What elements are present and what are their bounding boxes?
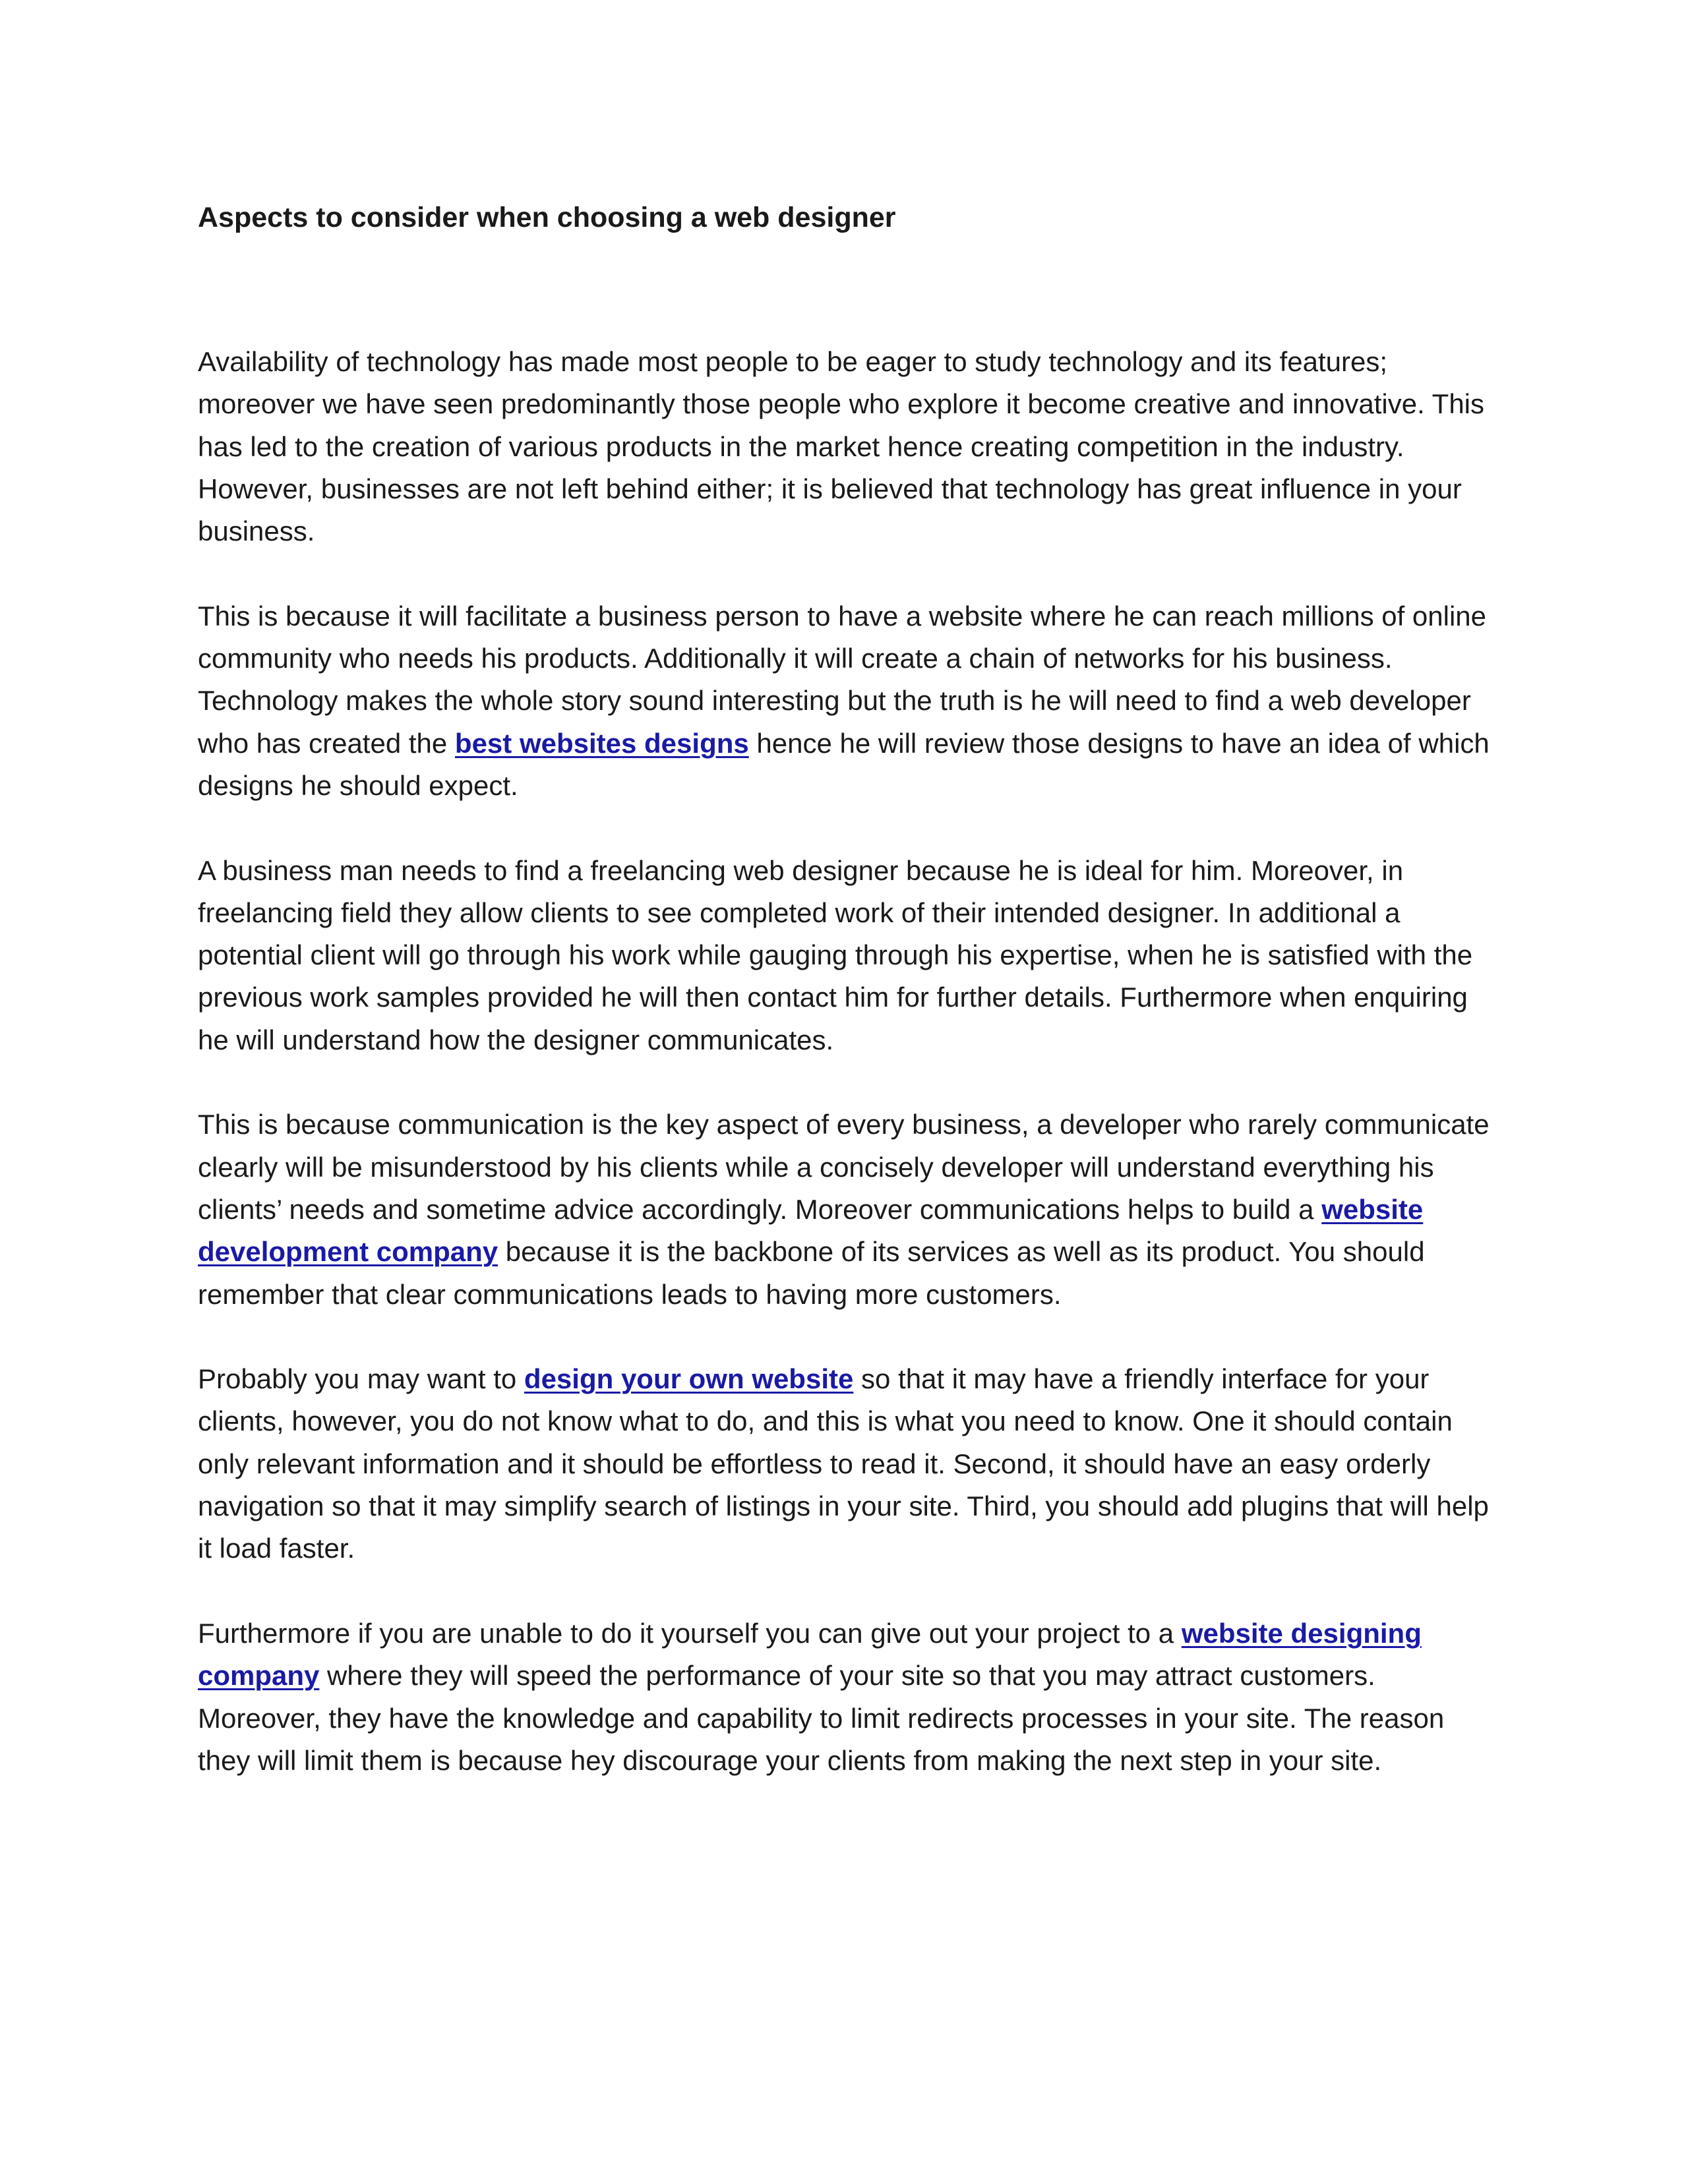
paragraph-2 xyxy=(198,595,1503,807)
paragraph-5 xyxy=(198,1358,1503,1570)
link-website-designing-company[interactable]: website designing company xyxy=(198,1617,1422,1692)
paragraph-text: Availability of technology has made most people to be eager to study technology and its features; moreover we have seen predominantly those people who explore it become creative and innovative. This has led to the creation of various products in the market hence creating competition in the industry. However, businesses are not left behind either; it is believed that technology has great influence in your business. xyxy=(198,346,1485,547)
paragraph-6 xyxy=(198,1612,1503,1782)
link-best-websites-designs[interactable]: best websites designs xyxy=(454,727,749,759)
paragraph-text: so that it may have a friendly interface for your clients, however, you do not know what to do, and this is what you need to know. One it should contain only relevant information and it should be effortless to read it. Second, it should have an easy orderly navigation so that it may simplify search of listings in your site. Third, you should add plugins that will help it load faster. xyxy=(198,1363,1489,1564)
link-website-development-company[interactable]: website development company xyxy=(198,1193,1424,1268)
paragraph-text: Probably you may want to xyxy=(198,1363,524,1395)
document-title: Aspects to consider when choosing a web designer xyxy=(198,202,896,233)
paragraph-text: This is because it will facilitate a business person to have a website where he can reach millions of online community who needs his products. Additionally it will create a chain of networks for his business. Technology makes the whole story sound interesting but the truth is he will need to find a web developer who has created the xyxy=(198,600,1487,759)
paragraph-text: hence he will review those designs to have an idea of which designs he should expect. xyxy=(198,727,1490,801)
paragraph-3 xyxy=(198,850,1503,1061)
paragraph-text: because it is the backbone of its services as well as its product. You should remember that clear communications leads to having more customers. xyxy=(198,1236,1425,1310)
paragraph-1 xyxy=(198,341,1503,552)
paragraph-text: Furthermore if you are unable to do it yourself you can give out your project to a xyxy=(198,1617,1182,1649)
paragraph-text: A business man needs to find a freelancing web designer because he is ideal for him. Moreover, in freelancing field they allow clients to see completed work of their intended designer. In additional a potential client will go through his work while gauging through his expertise, when he is satisfied with the previous work samples provided he will then contact him for further details. Furthermore when enquiring he will understand how the designer communicates. xyxy=(198,854,1473,1055)
paragraph-text: This is because communication is the key aspect of every business, a developer who rarely communicate clearly will be misunderstood by his clients while a concisely developer will understand everything his clients’ needs and sometime advice accordingly. Moreover communications helps to build a xyxy=(198,1109,1490,1225)
paragraph-text: where they will speed the performance of your site so that you may attract customers. Moreover, they have the knowledge and capability to limit redirects processes in your site. The reason they will limit them is because hey discourage your clients from making the next step in your site. xyxy=(198,1660,1445,1776)
link-design-your-own-website[interactable]: design your own website xyxy=(524,1363,854,1395)
document-body xyxy=(198,198,1503,1824)
paragraph-4 xyxy=(198,1104,1503,1315)
